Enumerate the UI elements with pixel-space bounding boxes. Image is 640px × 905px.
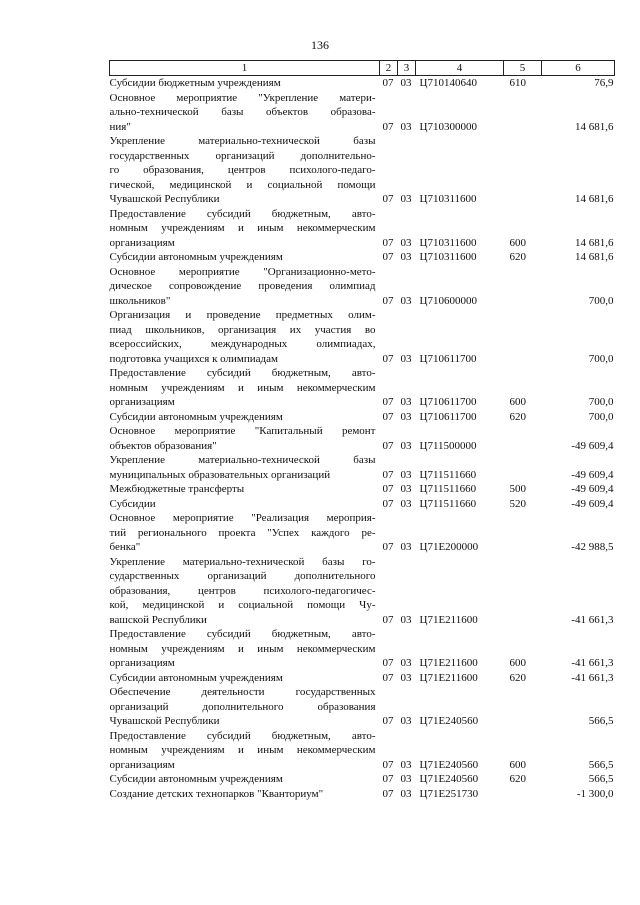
column-header-3: 3 xyxy=(398,61,416,76)
row-description xyxy=(110,453,380,482)
description-line: организаций дополнительного образования xyxy=(109,700,376,713)
expense-type-code xyxy=(504,91,542,135)
description-line: Чувашской Республики xyxy=(109,715,220,727)
section-code: 07 xyxy=(382,120,394,133)
expense-type-code: 610 xyxy=(509,77,526,89)
page-number: 136 xyxy=(311,38,329,52)
description-line: бенка" xyxy=(109,541,141,553)
amount-value: 76,9 xyxy=(594,77,614,89)
description-line: Субсидии xyxy=(109,497,156,510)
section-code: 07 xyxy=(382,236,394,249)
amount-value: -49 609,4 xyxy=(571,483,614,495)
description-line: кой, медицинской и социальной помощи Чу- xyxy=(109,599,376,611)
section-code: 07 xyxy=(382,294,394,307)
description-line: Основное мероприятие "Реализация мероприя- xyxy=(109,512,376,524)
row-description xyxy=(110,265,380,309)
section-code: 07 xyxy=(382,787,394,800)
table-row xyxy=(110,671,615,686)
column-header-5: 5 xyxy=(504,61,542,76)
description-line: пиад школьников, организация их участия во xyxy=(109,323,376,336)
table-row xyxy=(110,497,615,512)
amount-value: 14 681,6 xyxy=(575,236,614,249)
expense-type-code: 600 xyxy=(509,758,526,771)
row-description xyxy=(110,685,380,729)
row-description xyxy=(110,410,380,425)
expense-type-code xyxy=(504,555,542,628)
subsection-code: 03 xyxy=(400,396,412,408)
description-line: Предоставление субсидий бюджетным, авто- xyxy=(109,367,376,379)
target-article-code: Ц711500000 xyxy=(419,439,477,452)
target-article-code: Ц71Е240560 xyxy=(419,758,479,771)
section-code: 07 xyxy=(382,671,394,684)
description-line: номным учреждениям и иным некоммерческим xyxy=(109,222,376,234)
expense-type-code xyxy=(504,453,542,482)
subsection-code: 03 xyxy=(400,193,412,205)
section-code: 07 xyxy=(382,497,394,510)
target-article-code: Ц711511660 xyxy=(419,468,477,481)
row-description xyxy=(110,555,380,628)
expense-type-code xyxy=(504,424,542,453)
description-line: Субсидии автономным учреждениям xyxy=(109,251,283,263)
expense-type-code: 520 xyxy=(509,497,526,510)
target-article-code: Ц710611700 xyxy=(419,410,477,423)
table-row xyxy=(110,366,615,410)
row-description xyxy=(110,366,380,410)
table-row xyxy=(110,772,615,787)
target-article-code: Ц71Е211600 xyxy=(419,671,478,684)
description-line: Предоставление субсидий бюджетным, авто- xyxy=(109,628,376,640)
expense-type-code: 620 xyxy=(509,671,526,684)
budget-table xyxy=(109,60,615,801)
subsection-code: 03 xyxy=(400,410,412,423)
row-description xyxy=(110,497,380,512)
section-code: 07 xyxy=(382,657,394,669)
description-line: организациям xyxy=(109,236,175,249)
description-line: Основное мероприятие "Организационно-мето- xyxy=(109,265,376,278)
description-line: образования, центров психолого-педагогичес- xyxy=(109,584,376,597)
description-line: дическое сопровождение проведения олимпиад xyxy=(109,280,376,292)
column-header-4: 4 xyxy=(416,61,504,76)
section-code: 07 xyxy=(382,77,394,89)
table-row xyxy=(110,787,615,802)
amount-value: -49 609,4 xyxy=(571,497,614,510)
table-row xyxy=(110,685,615,729)
section-code: 07 xyxy=(382,483,394,495)
section-code: 07 xyxy=(382,758,394,771)
description-line: объектов образования" xyxy=(109,439,217,452)
target-article-code: Ц711511660 xyxy=(419,483,477,495)
table-row xyxy=(110,424,615,453)
subsection-code: 03 xyxy=(400,758,412,771)
section-code: 07 xyxy=(382,410,394,423)
target-article-code: Ц71Е211600 xyxy=(419,657,478,669)
amount-value: -1 300,0 xyxy=(576,787,614,800)
subsection-code: 03 xyxy=(400,439,412,452)
section-code: 07 xyxy=(382,193,394,205)
description-line: ния" xyxy=(109,120,131,133)
table-row xyxy=(110,729,615,773)
subsection-code: 03 xyxy=(400,787,412,800)
row-description xyxy=(110,76,380,91)
subsection-code: 03 xyxy=(400,468,412,481)
subsection-code: 03 xyxy=(400,352,412,365)
target-article-code: Ц710600000 xyxy=(419,294,477,307)
row-description xyxy=(110,207,380,251)
amount-value: 14 681,6 xyxy=(575,251,614,263)
amount-value: -42 988,5 xyxy=(571,541,614,553)
row-description xyxy=(110,772,380,787)
target-article-code: Ц710311600 xyxy=(419,251,477,263)
table-row xyxy=(110,76,615,91)
table-row xyxy=(110,134,615,207)
section-code: 07 xyxy=(382,541,394,553)
description-line: Укрепление материально-технической базы го- xyxy=(109,555,376,568)
description-line: номным учреждениям и иным некоммерческим xyxy=(109,642,376,655)
row-description xyxy=(110,250,380,265)
subsection-code: 03 xyxy=(400,773,412,785)
subsection-code: 03 xyxy=(400,236,412,249)
description-line: Межбюджетные трансферты xyxy=(109,483,245,495)
table-header-row xyxy=(110,61,615,76)
target-article-code: Ц71Е200000 xyxy=(419,541,479,553)
expense-type-code xyxy=(504,511,542,555)
amount-value: 700,0 xyxy=(588,352,614,365)
table-row xyxy=(110,410,615,425)
table-row xyxy=(110,265,615,309)
description-line: организациям xyxy=(109,657,175,669)
amount-value: 566,5 xyxy=(588,715,614,727)
amount-value: 14 681,6 xyxy=(575,120,614,133)
subsection-code: 03 xyxy=(400,251,412,263)
expense-type-code: 620 xyxy=(509,773,526,785)
description-line: муниципальных образовательных организаций xyxy=(109,468,331,481)
row-description xyxy=(110,424,380,453)
description-line: подготовка учащихся к олимпиадам xyxy=(109,352,278,365)
target-article-code: Ц710611700 xyxy=(419,352,477,365)
expense-type-code: 600 xyxy=(509,396,526,408)
description-line: Основное мероприятие "Укрепление матери- xyxy=(109,91,376,104)
description-line: организациям xyxy=(109,396,175,408)
target-article-code: Ц710140640 xyxy=(419,77,477,89)
description-line: государственных организаций дополнительно- xyxy=(109,149,376,162)
description-line: вашской Республики xyxy=(109,613,207,626)
table-row xyxy=(110,555,615,628)
table-row xyxy=(110,453,615,482)
description-line: ально-технической базы объектов образова- xyxy=(109,106,376,118)
target-article-code: Ц710311600 xyxy=(419,193,477,205)
description-line: Укрепление материально-технической базы xyxy=(109,135,376,147)
expense-type-code: 620 xyxy=(509,410,526,423)
column-header-6: 6 xyxy=(542,61,615,76)
target-article-code: Ц710611700 xyxy=(419,396,477,408)
amount-value: -41 661,3 xyxy=(571,613,614,626)
column-header-1: 1 xyxy=(110,61,380,76)
section-code: 07 xyxy=(382,773,394,785)
subsection-code: 03 xyxy=(400,613,412,626)
row-description xyxy=(110,787,380,802)
target-article-code: Ц710311600 xyxy=(419,236,477,249)
expense-type-code: 600 xyxy=(509,657,526,669)
amount-value: 700,0 xyxy=(588,294,614,307)
description-line: Субсидии автономным учреждениям xyxy=(109,773,283,785)
expense-type-code: 500 xyxy=(509,483,526,495)
description-line: Предоставление субсидий бюджетным, авто- xyxy=(109,207,376,220)
description-line: Субсидии автономным учреждениям xyxy=(109,671,283,684)
expense-type-code xyxy=(504,134,542,207)
description-line: Обеспечение деятельности государственных xyxy=(109,686,376,698)
subsection-code: 03 xyxy=(400,715,412,727)
description-line: номным учреждениям и иным некоммерческим xyxy=(109,381,376,394)
row-description xyxy=(110,134,380,207)
subsection-code: 03 xyxy=(400,671,412,684)
amount-value: -41 661,3 xyxy=(571,671,614,684)
row-description xyxy=(110,511,380,555)
description-line: всероссийских, международных олимпиадах, xyxy=(109,338,376,350)
description-line: Субсидии автономным учреждениям xyxy=(109,410,283,423)
expense-type-code: 600 xyxy=(509,236,526,249)
expense-type-code xyxy=(504,308,542,366)
subsection-code: 03 xyxy=(400,541,412,553)
section-code: 07 xyxy=(382,396,394,408)
description-line: Укрепление материально-технической базы xyxy=(109,454,376,466)
table-body xyxy=(110,76,615,802)
subsection-code: 03 xyxy=(400,120,412,133)
target-article-code: Ц710300000 xyxy=(419,120,477,133)
row-description xyxy=(110,627,380,671)
section-code: 07 xyxy=(382,468,394,481)
target-article-code: Ц71Е240560 xyxy=(419,715,479,727)
row-description xyxy=(110,729,380,773)
amount-value: 700,0 xyxy=(588,410,614,423)
subsection-code: 03 xyxy=(400,497,412,510)
subsection-code: 03 xyxy=(400,483,412,495)
row-description xyxy=(110,671,380,686)
amount-value: -49 609,4 xyxy=(571,468,614,481)
table-row xyxy=(110,482,615,497)
target-article-code: Ц71Е211600 xyxy=(419,613,478,626)
target-article-code: Ц71Е251730 xyxy=(419,787,479,800)
section-code: 07 xyxy=(382,613,394,626)
description-line: гической, медицинской и социальной помощи xyxy=(109,178,376,191)
description-line: Создание детских технопарков "Кванториум" xyxy=(109,787,324,800)
description-line: го образования, центров психолого-педаго- xyxy=(109,164,376,176)
row-description xyxy=(110,91,380,135)
description-line: Чувашской Республики xyxy=(109,193,220,205)
amount-value: 700,0 xyxy=(588,396,614,408)
expense-type-code xyxy=(504,685,542,729)
row-description xyxy=(110,308,380,366)
table-row xyxy=(110,91,615,135)
description-line: Основное мероприятие "Капитальный ремонт xyxy=(109,425,376,437)
row-description xyxy=(110,482,380,497)
table-row xyxy=(110,627,615,671)
target-article-code: Ц711511660 xyxy=(419,497,477,510)
section-code: 07 xyxy=(382,715,394,727)
subsection-code: 03 xyxy=(400,657,412,669)
description-line: школьников" xyxy=(109,294,171,307)
expense-type-code xyxy=(504,265,542,309)
description-line: сударственных организаций дополнительного xyxy=(109,570,376,582)
table-row xyxy=(110,511,615,555)
description-line: организациям xyxy=(109,758,175,771)
section-code: 07 xyxy=(382,251,394,263)
amount-value: -49 609,4 xyxy=(571,439,614,452)
amount-value: 566,5 xyxy=(588,758,614,771)
column-header-2: 2 xyxy=(380,61,398,76)
table-row xyxy=(110,308,615,366)
subsection-code: 03 xyxy=(400,77,412,89)
table-row xyxy=(110,207,615,251)
expense-type-code xyxy=(504,787,542,802)
section-code: 07 xyxy=(382,352,394,365)
target-article-code: Ц71Е240560 xyxy=(419,773,479,785)
amount-value: 14 681,6 xyxy=(575,193,614,205)
section-code: 07 xyxy=(382,439,394,452)
description-line: Предоставление субсидий бюджетным, авто- xyxy=(109,729,376,742)
amount-value: 566,5 xyxy=(588,773,614,785)
table-row xyxy=(110,250,615,265)
amount-value: -41 661,3 xyxy=(571,657,614,669)
description-line: Организация и проведение предметных олим- xyxy=(109,309,376,321)
description-line: тий регионального проекта "Успех каждого ре- xyxy=(109,526,376,539)
description-line: номным учреждениям и иным некоммерческим xyxy=(109,744,376,756)
subsection-code: 03 xyxy=(400,294,412,307)
description-line: Субсидии бюджетным учреждениям xyxy=(109,77,281,89)
expense-type-code: 620 xyxy=(509,251,526,263)
